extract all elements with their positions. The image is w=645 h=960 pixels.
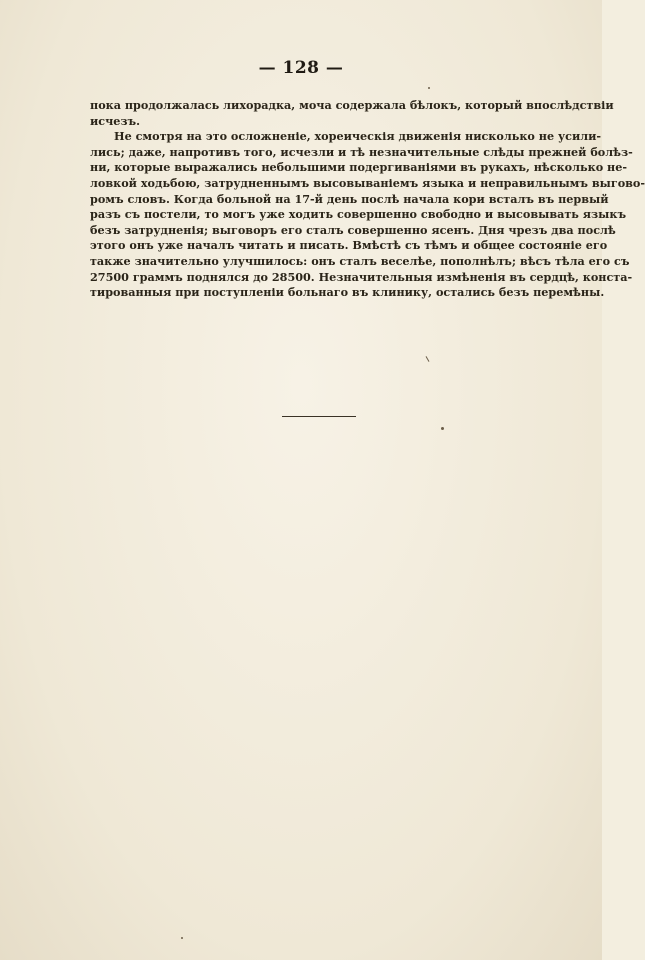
text-line: безъ затрудненія; выговоръ его сталъ совершенно ясенъ. Дня чрезъ два послѣ	[90, 222, 616, 237]
paper-speck	[441, 427, 444, 430]
paper-speck	[428, 87, 430, 89]
text-line: тированныя при поступленіи больнаго въ клинику, остались безъ перемѣны.	[90, 285, 605, 300]
text-line: этого онъ уже началъ читать и писать. Вмѣстѣ съ тѣмъ и общее состояніе его	[90, 238, 608, 253]
text-line: Не смотря на это осложненіе, хореическія движенія нисколько не усили-	[114, 129, 602, 144]
text-line: 27500 граммъ поднялся до 28500. Незначительныя измѣненія въ сердцѣ, конста-	[90, 269, 633, 284]
text-line: ни, которые выражались небольшими подергиваніями въ рукахъ, нѣсколько не-	[90, 160, 628, 175]
text-line: исчезъ.	[90, 113, 141, 128]
text-line: лись; даже, напротивъ того, исчезли и тѣ незначительные слѣды прежней болѣз-	[90, 144, 633, 159]
section-divider	[282, 416, 356, 417]
text-line: ромъ словъ. Когда больной на 17-й день послѣ начала кори всталъ въ первый	[90, 191, 609, 206]
text-line: пока продолжалась лихорадка, моча содержала бѣлокъ, который впослѣдствіи	[90, 98, 614, 112]
paper-speck	[426, 356, 430, 362]
text-line: разъ съ постели, то могъ уже ходить совершенно свободно и высовывать языкъ	[90, 207, 627, 222]
paper-speck	[181, 937, 183, 939]
text-line: ловкой ходьбою, затрудненнымъ высовываніемъ языка и неправильнымъ выгово-	[90, 175, 645, 190]
body-text	[90, 98, 645, 301]
text-line: также значительно улучшилось: онъ сталъ веселѣе, пополнѣлъ; вѣсъ тѣла его съ	[90, 253, 630, 268]
page-number: — 128 —	[258, 58, 344, 78]
